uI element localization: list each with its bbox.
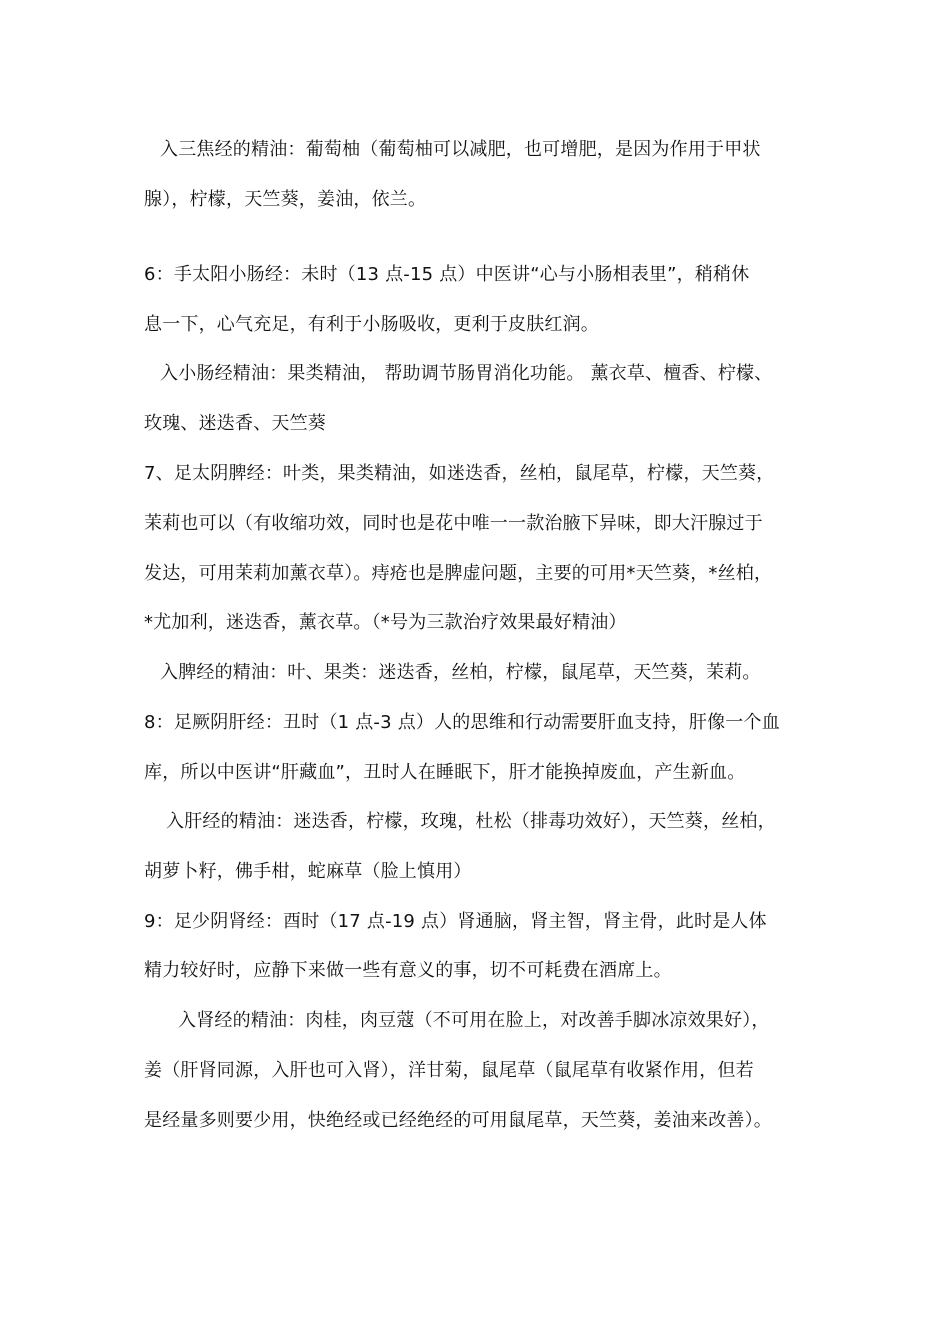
text-line: 库，所以中医讲“肝藏血”，丑时人在睡眠下，肝才能换掉废血，产生新血。 (144, 762, 746, 783)
text-line: 9：足少阴肾经：酉时（17 点-19 点）肾通脑，肾主智，肾主骨，此时是人体 (144, 911, 767, 932)
text-line: 8：足厥阴肝经：丑时（1 点-3 点）人的思维和行动需要肝血支持，肝像一个血 (144, 712, 780, 733)
text-line: 茉莉也可以（有收缩功效，同时也是花中唯一一款治腋下异味，即大汗腺过于 (144, 513, 763, 534)
text-line: 6：手太阳小肠经：未时（13 点-15 点）中医讲“心与小肠相表里”，稍稍休 (144, 264, 750, 285)
text-line: 息一下，心气充足，有利于小肠吸收，更利于皮肤红润。 (144, 314, 599, 335)
text-line: 入肝经的精油：迷迭香，柠檬，玫瑰，杜松（排毒功效好），天竺葵，丝柏， (166, 811, 776, 832)
text-line: 入三焦经的精油：葡萄柚（葡萄柚可以减肥，也可增肥，是因为作用于甲状 (160, 139, 761, 160)
text-line: 腺），柠檬，天竺葵，姜油，依兰。 (144, 189, 427, 210)
text-line: 入小肠经精油：果类精油， 帮助调节肠胃消化功能。 薰衣草、檀香、柠檬、 (160, 363, 773, 384)
text-line: *尤加利，迷迭香，薰衣草。（*号为三款治疗效果最好精油） (144, 612, 627, 633)
text-line: 精力较好时，应静下来做一些有意义的事，切不可耗费在酒席上。 (144, 960, 672, 981)
text-line: 是经量多则要少用，快绝经或已经绝经的可用鼠尾草，天竺葵，姜油来改善）。 (144, 1110, 772, 1131)
text-line: 发达，可用茉莉加薰衣草）。痔疮也是脾虚问题，主要的可用*天竺葵，*丝柏， (144, 563, 773, 584)
text-line: 7、足太阴脾经：叶类，果类精油，如迷迭香，丝柏，鼠尾草，柠檬，天竺葵， (144, 463, 775, 484)
text-line: 入肾经的精油：肉桂，肉豆蔻（不可用在脸上，对改善手脚冰凉效果好）， (178, 1010, 770, 1031)
text-line: 胡萝卜籽，佛手柑，蛇麻草（脸上慎用） (144, 861, 472, 882)
text-line: 姜（肝肾同源，入肝也可入肾），洋甘菊，鼠尾草（鼠尾草有收紧作用，但若 (144, 1060, 754, 1081)
text-line: 玫瑰、迷迭香、天竺葵 (144, 413, 326, 434)
text-line: 入脾经的精油：叶、果类：迷迭香，丝柏，柠檬，鼠尾草，天竺葵，茉莉。 (160, 662, 761, 683)
